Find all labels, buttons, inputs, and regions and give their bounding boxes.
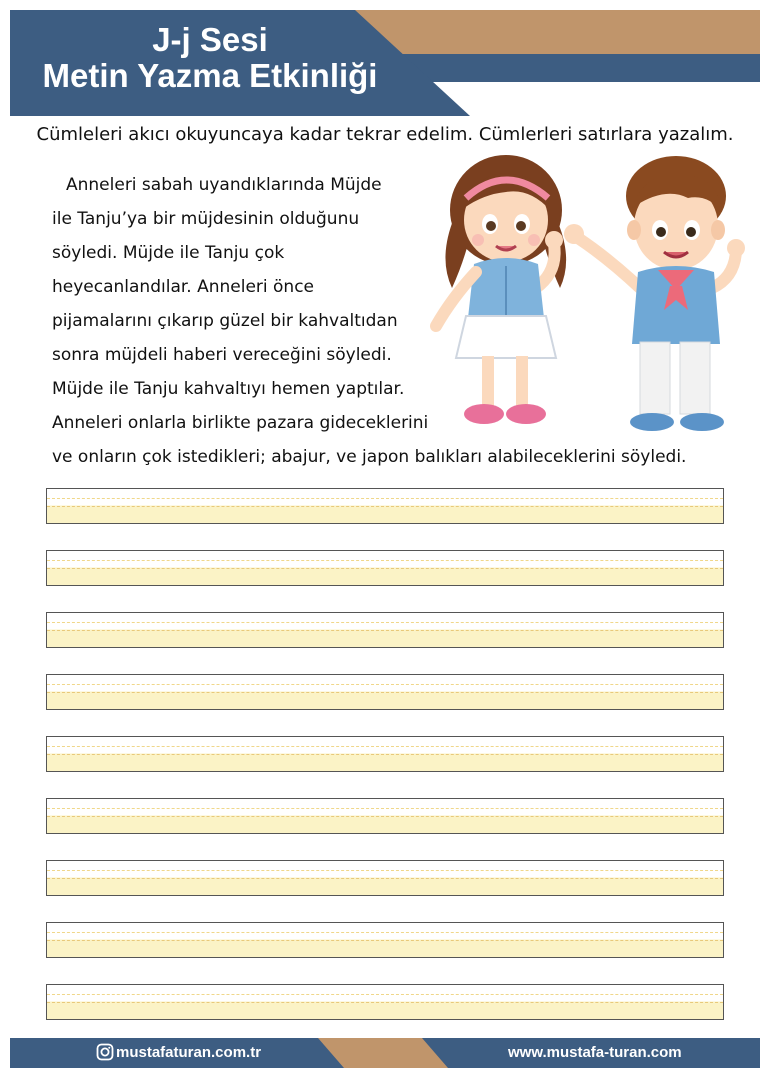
story-line: Anneleri onlarla birlikte pazara gideceklerini <box>52 413 429 433</box>
footer-website[interactable]: www.mustafa-turan.com <box>508 1044 682 1061</box>
writing-line[interactable] <box>46 674 724 710</box>
story-line: ile Tanju’ya bir müjdesinin olduğunu <box>52 209 360 229</box>
title-line-2: Metin Yazma Etkinliği <box>42 57 378 94</box>
writing-line[interactable] <box>46 922 724 958</box>
writing-lines <box>46 488 724 1046</box>
story-line: Müjde ile Tanju kahvaltıyı hemen yaptılar. <box>52 379 405 399</box>
writing-line[interactable] <box>46 612 724 648</box>
boy-figure <box>564 156 745 431</box>
writing-line[interactable] <box>46 488 724 524</box>
story-line: heyecanlandılar. Anneleri önce <box>52 277 315 297</box>
story-line: ve onların çok istedikleri; abajur, ve japon balıkları alabileceklerini söyledi. <box>52 447 687 467</box>
story-line: Anneleri sabah uyandıklarında Müjde <box>66 175 382 195</box>
writing-line[interactable] <box>46 984 724 1020</box>
story-line: söyledi. Müjde ile Tanju çok <box>52 243 285 263</box>
instagram-icon <box>96 1043 114 1061</box>
girl-figure <box>436 155 566 424</box>
page-title <box>10 22 410 94</box>
footer-instagram[interactable] <box>96 1043 261 1063</box>
title-line-1: J-j Sesi <box>152 21 268 58</box>
story-line: sonra müjdeli haberi vereceğini söyledi. <box>52 345 392 365</box>
story-line: pijamalarını çıkarıp güzel bir kahvaltıdan <box>52 311 398 331</box>
instruction-text: Cümleleri akıcı okuyuncaya kadar tekrar edelim. Cümlerleri satırlara yazalım. <box>36 124 734 145</box>
writing-line[interactable] <box>46 860 724 896</box>
two-children-icon <box>418 148 758 448</box>
writing-line[interactable] <box>46 550 724 586</box>
instagram-handle: mustafaturan.com.tr <box>116 1044 262 1061</box>
writing-line[interactable] <box>46 798 724 834</box>
writing-line[interactable] <box>46 736 724 772</box>
